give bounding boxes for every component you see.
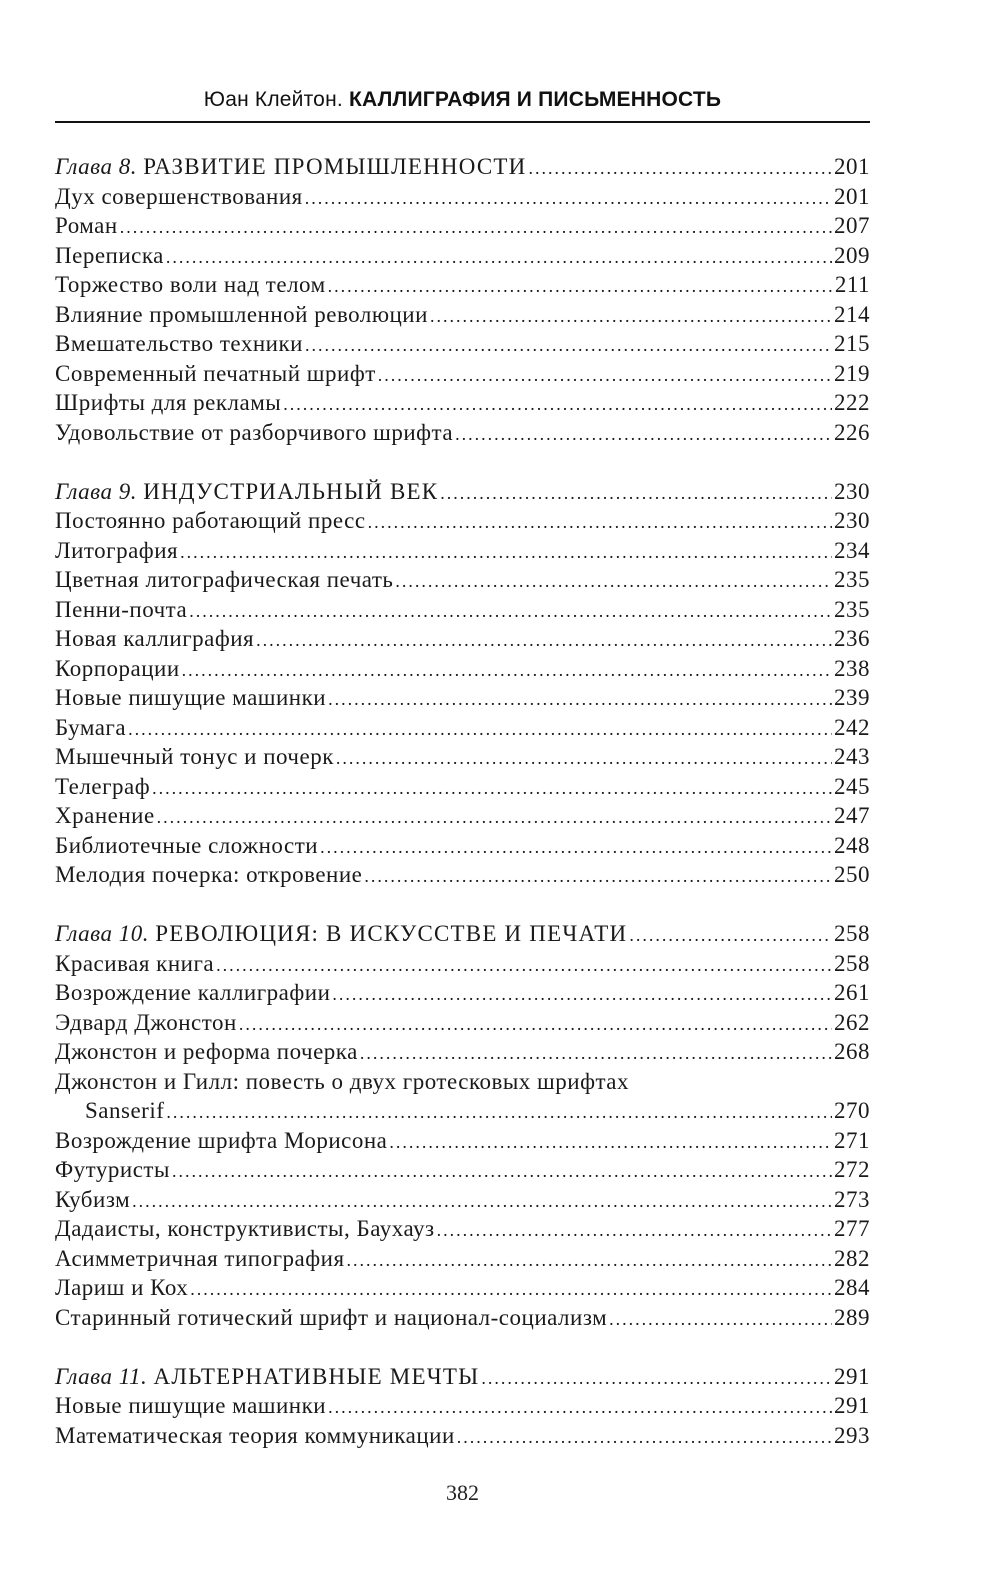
- entry-title: Красивая книга: [55, 950, 215, 976]
- dot-leader: [629, 921, 832, 951]
- dot-leader: [481, 1364, 832, 1394]
- chapter-heading: [55, 477, 870, 507]
- entry-title: Мышечный тонус и почерк: [55, 744, 334, 769]
- entry-title: Библиотечные сложности: [55, 832, 319, 858]
- entry-title: Корпорации: [55, 655, 180, 681]
- chapter-page: 201: [834, 154, 870, 179]
- dot-leader: [166, 243, 832, 273]
- dot-leader: [166, 1098, 832, 1128]
- entry-title: Новая каллиграфия: [55, 626, 255, 651]
- entry-title: Возрождение каллиграфии: [55, 980, 331, 1005]
- entry-title: Торжество воли над телом: [55, 272, 326, 297]
- dot-leader: [305, 331, 832, 361]
- toc-entry: [55, 1214, 870, 1244]
- dot-leader: [328, 272, 833, 302]
- chapter-title: [55, 1362, 479, 1392]
- dot-leader: [437, 1216, 832, 1246]
- chapter-name: РАЗВИТИЕ ПРОМЫШЛЕННОСТИ: [143, 154, 527, 179]
- dot-leader: [182, 656, 832, 686]
- entry-title: Математическая теория коммуникации: [55, 1422, 455, 1448]
- dot-leader: [320, 833, 832, 863]
- entry-title: Новые пишущие машинки: [55, 1393, 327, 1418]
- entry-title: Роман: [55, 213, 118, 238]
- entry-page: 234: [834, 537, 870, 563]
- entry-title: Возрождение шрифта Морисона: [55, 1127, 388, 1153]
- dot-leader: [332, 980, 832, 1010]
- entry-page: 273: [834, 1186, 870, 1212]
- dot-leader: [440, 479, 832, 509]
- entry-page: 247: [834, 803, 870, 828]
- toc-entry: [55, 241, 870, 271]
- dot-leader: [364, 862, 832, 892]
- toc-entry: [55, 1096, 870, 1126]
- chapter-title: [55, 477, 438, 507]
- entry-page: 245: [834, 773, 870, 799]
- chapter-prefix: Глава 8.: [55, 154, 137, 179]
- toc-entry: [55, 1273, 870, 1303]
- entry-page: 289: [834, 1304, 870, 1330]
- toc-entry: [55, 506, 870, 536]
- toc-entry: [55, 565, 870, 595]
- dot-leader: [389, 1128, 832, 1158]
- chapter-name: АЛЬТЕРНАТИВНЫЕ МЕЧТЫ: [153, 1363, 480, 1389]
- toc-entry: [55, 624, 870, 654]
- header-book-title: КАЛЛИГРАФИЯ И ПИСЬМЕННОСТЬ: [348, 88, 722, 111]
- entry-page: 271: [834, 1127, 870, 1153]
- chapter-name: ИНДУСТРИАЛЬНЫЙ ВЕК: [143, 478, 439, 504]
- chapter-page: 230: [834, 478, 870, 504]
- toc-entry: [55, 1391, 870, 1421]
- dot-leader: [120, 213, 832, 243]
- toc-entry: [55, 182, 870, 212]
- dot-leader: [395, 567, 832, 597]
- chapter-title: [55, 152, 526, 182]
- toc-entry: [55, 683, 870, 713]
- toc-entry: [55, 418, 870, 448]
- toc-entry: [55, 536, 870, 566]
- entry-title: Хранение: [55, 803, 155, 828]
- chapter-8: [55, 152, 870, 447]
- toc-entry: [55, 329, 870, 359]
- toc-entry: [55, 1185, 870, 1215]
- chapter-page: 291: [834, 1363, 870, 1389]
- entry-page: 258: [834, 950, 870, 976]
- dot-leader: [172, 1157, 832, 1187]
- entry-title: Переписка: [55, 242, 164, 268]
- toc-entry: [55, 300, 870, 330]
- entry-title: Пенни-почта: [55, 596, 188, 622]
- entry-title: Влияние промышленной революции: [55, 301, 428, 327]
- running-header: [55, 88, 870, 112]
- entry-title-continuation: Sanserif: [85, 1098, 165, 1123]
- toc-entry: [55, 1421, 870, 1451]
- entry-page: 222: [834, 390, 870, 415]
- toc-entry: [55, 1244, 870, 1274]
- entry-page: 207: [834, 213, 870, 238]
- entry-page: 293: [834, 1422, 870, 1448]
- entry-title: Джонстон и реформа почерка: [55, 1039, 358, 1064]
- entry-title: Постоянно работающий пресс: [55, 508, 366, 533]
- entry-page: 201: [834, 183, 870, 209]
- entry-page: 291: [834, 1393, 870, 1418]
- entry-title: Кубизм: [55, 1186, 131, 1212]
- chapter-11: [55, 1362, 870, 1451]
- entry-title: Литография: [55, 537, 179, 563]
- toc-entry: [55, 801, 870, 831]
- chapter-prefix: Глава 9.: [55, 478, 137, 504]
- entry-page: 242: [834, 714, 870, 740]
- entry-title: Современный печатный шрифт: [55, 360, 376, 386]
- entry-title: Футуристы: [55, 1157, 170, 1182]
- dot-leader: [336, 744, 832, 774]
- toc-entry-wrapped-title: Джонстон и Гилл: повесть о двух гротесковых шрифтах: [55, 1068, 630, 1094]
- toc-entry: [55, 713, 870, 743]
- entry-page: 261: [834, 980, 870, 1005]
- dot-leader: [347, 1246, 832, 1276]
- entry-title: Дух совершенствования: [55, 183, 303, 209]
- toc-entry: [55, 1303, 870, 1333]
- toc-entry: [55, 270, 870, 300]
- chapter-prefix: Глава 10.: [55, 921, 149, 946]
- chapter-heading: [55, 152, 870, 182]
- entry-page: 236: [834, 626, 870, 651]
- toc-entry: [55, 1126, 870, 1156]
- entry-page: 215: [834, 331, 870, 356]
- entry-title: Мелодия почерка: откровение: [55, 862, 363, 887]
- dot-leader: [239, 1010, 832, 1040]
- entry-title: Телеграф: [55, 773, 151, 799]
- entry-page: 209: [834, 242, 870, 268]
- dot-leader: [609, 1305, 832, 1335]
- toc-entry: [55, 860, 870, 890]
- chapter-10: [55, 919, 870, 1332]
- entry-page: 211: [834, 272, 870, 297]
- entry-page: 250: [834, 862, 870, 887]
- entry-title: Новые пишущие машинки: [55, 685, 327, 710]
- entry-page: 268: [834, 1039, 870, 1064]
- chapter-name: РЕВОЛЮЦИЯ: В ИСКУССТВЕ И ПЕЧАТИ: [155, 921, 628, 946]
- entry-page: 226: [834, 419, 870, 445]
- dot-leader: [528, 154, 832, 184]
- entry-page: 235: [834, 567, 870, 592]
- chapter-title: [55, 919, 627, 949]
- entry-page: 277: [834, 1216, 870, 1241]
- toc-entry: [55, 359, 870, 389]
- entry-page: 238: [834, 655, 870, 681]
- entry-title: Бумага: [55, 714, 127, 740]
- dot-leader: [457, 1423, 832, 1453]
- toc-entry: [55, 949, 870, 979]
- dot-leader: [305, 184, 832, 214]
- table-of-contents: [55, 152, 870, 1450]
- toc-entry: [55, 831, 870, 861]
- dot-leader: [378, 361, 832, 391]
- entry-page: 230: [834, 508, 870, 533]
- entry-page: 214: [834, 301, 870, 327]
- dot-leader: [360, 1039, 832, 1069]
- entry-page: 239: [834, 685, 870, 710]
- toc-entry: [55, 1037, 870, 1067]
- toc-entry: [55, 742, 870, 772]
- dot-leader: [368, 508, 832, 538]
- entry-title: Лариш и Кох: [55, 1275, 189, 1300]
- chapter-9: [55, 477, 870, 890]
- entry-title: Шрифты для рекламы: [55, 390, 282, 415]
- entry-page: 235: [834, 596, 870, 622]
- header-rule: [55, 121, 870, 123]
- dot-leader: [189, 597, 832, 627]
- dot-leader: [157, 803, 832, 833]
- entry-title: Цветная литографическая печать: [55, 567, 394, 592]
- entry-page: 284: [834, 1275, 870, 1300]
- toc-entry: [55, 978, 870, 1008]
- entry-page: 219: [834, 360, 870, 386]
- entry-title: Эдвард Джонстон: [55, 1009, 237, 1035]
- entry-page: 282: [834, 1245, 870, 1271]
- toc-entry: [55, 1155, 870, 1185]
- toc-entry: [55, 595, 870, 625]
- entry-page: 262: [834, 1009, 870, 1035]
- dot-leader: [256, 626, 832, 656]
- dot-leader: [180, 538, 832, 568]
- toc-entry: [55, 772, 870, 802]
- dot-leader: [152, 774, 832, 804]
- dot-leader: [328, 685, 832, 715]
- entry-title: Асимметричная типография: [55, 1245, 345, 1271]
- dot-leader: [132, 1187, 832, 1217]
- dot-leader: [128, 715, 832, 745]
- toc-entry: [55, 388, 870, 418]
- dot-leader: [455, 420, 832, 450]
- entry-page: 248: [834, 832, 870, 858]
- entry-title: Старинный готический шрифт и национал-социализм: [55, 1304, 608, 1330]
- chapter-prefix: Глава 11.: [55, 1363, 148, 1389]
- dot-leader: [430, 302, 832, 332]
- dot-leader: [328, 1393, 832, 1423]
- chapter-heading: [55, 919, 870, 949]
- entry-title: Удовольствие от разборчивого шрифта: [55, 419, 454, 445]
- dot-leader: [190, 1275, 832, 1305]
- toc-entry: [55, 654, 870, 684]
- chapter-page: 258: [834, 921, 870, 946]
- toc-entry: [55, 211, 870, 241]
- entry-title: Вмешательство техники: [55, 331, 303, 356]
- dot-leader: [216, 951, 832, 981]
- page-number: 382: [446, 1480, 479, 1505]
- chapter-heading: [55, 1362, 870, 1392]
- toc-entry: [55, 1008, 870, 1038]
- header-author: Юан Клейтон.: [203, 88, 343, 111]
- dot-leader: [283, 390, 832, 420]
- entry-page: 272: [834, 1157, 870, 1182]
- entry-title: Дадаисты, конструктивисты, Баухауз: [55, 1216, 435, 1241]
- entry-page: 270: [834, 1098, 870, 1123]
- entry-page: 243: [834, 744, 870, 769]
